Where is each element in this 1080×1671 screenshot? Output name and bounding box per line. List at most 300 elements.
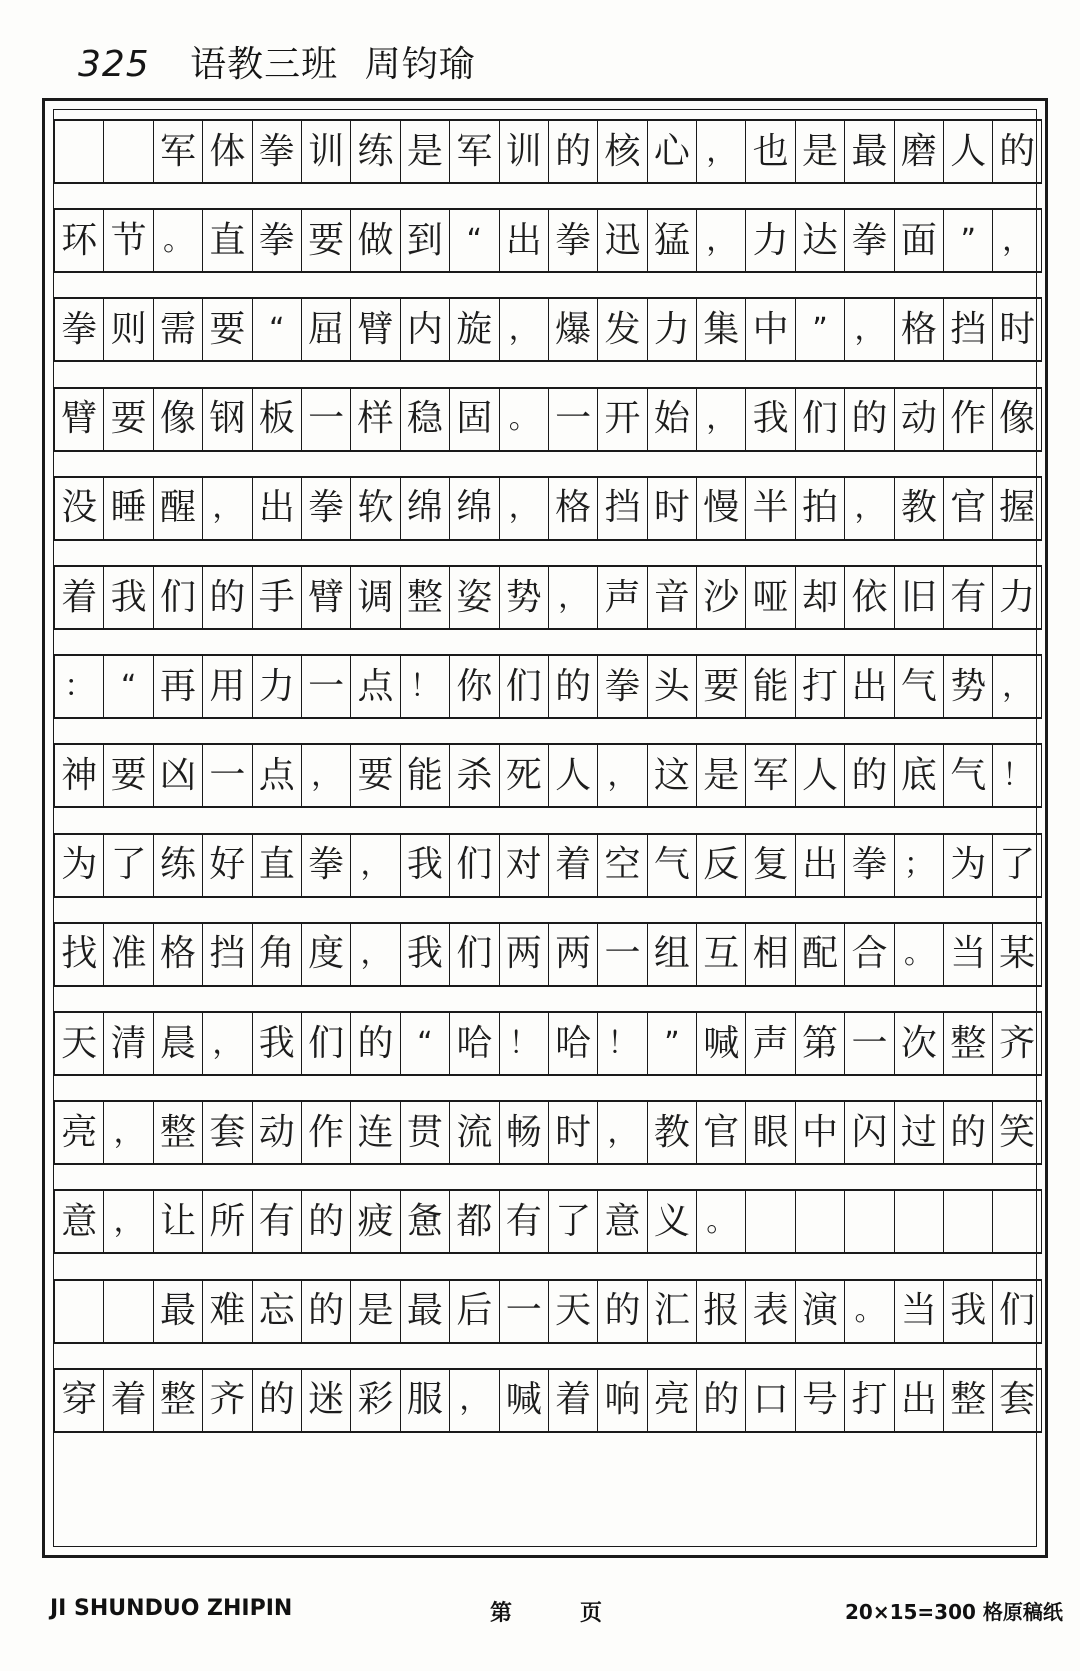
manuscript-row — [54, 922, 1042, 987]
grid-cell: 的 — [844, 745, 893, 806]
grid-cell: 软 — [350, 478, 399, 539]
grid-cell: 一 — [202, 745, 251, 806]
grid-cell: 头 — [647, 656, 696, 717]
manuscript-row — [54, 1100, 1042, 1165]
grid-cell: ， — [202, 1013, 251, 1074]
grid-cell — [103, 1281, 152, 1342]
grid-cell: 势 — [499, 567, 548, 628]
grid-cell: 的 — [350, 1013, 399, 1074]
manuscript-row — [54, 1368, 1042, 1433]
grid-cell: 意 — [54, 1191, 103, 1252]
grid-cell: 对 — [499, 835, 548, 896]
grid-cell: 我 — [400, 924, 449, 985]
grid-cell: 义 — [647, 1191, 696, 1252]
grid-cell — [992, 1191, 1041, 1252]
grid-cell: 却 — [795, 567, 844, 628]
grid-cell: 达 — [795, 210, 844, 271]
grid-cell: 的 — [252, 1370, 301, 1431]
grid-cell: 喊 — [499, 1370, 548, 1431]
grid-cell: 气 — [943, 745, 992, 806]
grid-cell: 板 — [252, 389, 301, 450]
grid-cell: 拳 — [301, 478, 350, 539]
grid-cell: 臂 — [350, 299, 399, 360]
grid-cell: 点 — [252, 745, 301, 806]
grid-cell: 着 — [548, 835, 597, 896]
grid-cell: 要 — [202, 299, 251, 360]
grid-cell: 了 — [992, 835, 1041, 896]
grid-cell: 要 — [103, 389, 152, 450]
grid-cell: 力 — [647, 299, 696, 360]
grid-cell — [745, 1191, 794, 1252]
grid-cell: ， — [103, 1102, 152, 1163]
manuscript-row — [54, 208, 1042, 273]
grid-cell: 绵 — [449, 478, 498, 539]
grid-cell: ， — [696, 389, 745, 450]
manuscript-row — [54, 1011, 1042, 1076]
grid-cell: 一 — [844, 1013, 893, 1074]
grid-cell: ， — [597, 745, 646, 806]
student-name: 周钧瑜 — [364, 44, 476, 85]
grid-cell: 军 — [745, 745, 794, 806]
page-label: 第 — [490, 1601, 513, 1626]
grid-cell: 钢 — [202, 389, 251, 450]
grid-cell: 旋 — [449, 299, 498, 360]
grid-cell: 互 — [696, 924, 745, 985]
grid-cell: 拳 — [301, 835, 350, 896]
grid-cell: 格 — [153, 924, 202, 985]
manuscript-row — [54, 743, 1042, 808]
grid-cell: 中 — [745, 299, 794, 360]
grid-cell — [943, 1191, 992, 1252]
grid-cell: 第 — [795, 1013, 844, 1074]
grid-cell: 拳 — [844, 210, 893, 271]
grid-cell: 气 — [647, 835, 696, 896]
grid-cell: 用 — [202, 656, 251, 717]
grid-cell: ， — [350, 835, 399, 896]
class-name: 语教三班 — [190, 44, 339, 85]
grid-cell: 练 — [350, 121, 399, 182]
grid-cell: 们 — [499, 656, 548, 717]
grid-cell: 彩 — [350, 1370, 399, 1431]
grid-cell: 迅 — [597, 210, 646, 271]
grid-cell: 人 — [795, 745, 844, 806]
grid-cell: 清 — [103, 1013, 152, 1074]
grid-cell: “ — [252, 299, 301, 360]
grid-cell: 们 — [153, 567, 202, 628]
grid-cell: 我 — [943, 1281, 992, 1342]
grid-cell: ， — [449, 1370, 498, 1431]
grid-cell: ， — [844, 299, 893, 360]
grid-cell: 找 — [54, 924, 103, 985]
grid-cell: 是 — [696, 745, 745, 806]
grid-cell: 节 — [103, 210, 152, 271]
grid-cell: 军 — [153, 121, 202, 182]
grid-cell: 哈 — [449, 1013, 498, 1074]
grid-cell: 体 — [202, 121, 251, 182]
grid-cell: 连 — [350, 1102, 399, 1163]
grid-cell: 像 — [992, 389, 1041, 450]
grid-cell: 的 — [597, 1281, 646, 1342]
grid-cell: 样 — [350, 389, 399, 450]
grid-cell: 出 — [252, 478, 301, 539]
grid-cell: 的 — [943, 1102, 992, 1163]
grid-cell: 官 — [943, 478, 992, 539]
grid-cell: 要 — [103, 745, 152, 806]
grid-cell: 时 — [548, 1102, 597, 1163]
grid-cell: 你 — [449, 656, 498, 717]
grid-cell: 了 — [548, 1191, 597, 1252]
grid-cell: 音 — [647, 567, 696, 628]
grid-cell: 着 — [548, 1370, 597, 1431]
grid-cell: 中 — [795, 1102, 844, 1163]
grid-cell: 难 — [202, 1281, 251, 1342]
grid-cell: 报 — [696, 1281, 745, 1342]
grid-cell: 神 — [54, 745, 103, 806]
grid-cell: 能 — [745, 656, 794, 717]
grid-cell: 次 — [894, 1013, 943, 1074]
brand-label: JI SHUNDUO ZHIPIN — [50, 1596, 293, 1621]
grid-cell: 的 — [202, 567, 251, 628]
grid-cell: ， — [350, 924, 399, 985]
grid-cell: “ — [400, 1013, 449, 1074]
grid-cell: 依 — [844, 567, 893, 628]
grid-cell: 。 — [499, 389, 548, 450]
grid-cell: 需 — [153, 299, 202, 360]
grid-cell: 磨 — [894, 121, 943, 182]
grid-cell — [844, 1191, 893, 1252]
grid-cell: 套 — [992, 1370, 1041, 1431]
grid-cell: 出 — [894, 1370, 943, 1431]
grid-cell: 哈 — [548, 1013, 597, 1074]
grid-cell: 固 — [449, 389, 498, 450]
grid-cell: 则 — [103, 299, 152, 360]
grid-cell: 一 — [301, 656, 350, 717]
grid-cell: 练 — [153, 835, 202, 896]
grid-cell: 挡 — [202, 924, 251, 985]
grid-cell: 汇 — [647, 1281, 696, 1342]
grid-cell: 调 — [350, 567, 399, 628]
grid-cell: 当 — [943, 924, 992, 985]
grid-cell: 人 — [548, 745, 597, 806]
grid-cell: 出 — [499, 210, 548, 271]
manuscript-row — [54, 654, 1042, 719]
manuscript-row — [54, 833, 1042, 898]
grid-cell: 拍 — [795, 478, 844, 539]
grid-cell: 发 — [597, 299, 646, 360]
grid-cell: 演 — [795, 1281, 844, 1342]
grid-cell: 声 — [597, 567, 646, 628]
grid-cell — [54, 121, 103, 182]
grid-cell: 们 — [795, 389, 844, 450]
grid-cell: ” — [943, 210, 992, 271]
grid-cell: 集 — [696, 299, 745, 360]
grid-cell: 稳 — [400, 389, 449, 450]
grid-cell: 着 — [54, 567, 103, 628]
grid-cell: 格 — [894, 299, 943, 360]
grid-cell: 晨 — [153, 1013, 202, 1074]
grid-cell: 声 — [745, 1013, 794, 1074]
grid-cell: 拳 — [54, 299, 103, 360]
grid-cell: 亮 — [54, 1102, 103, 1163]
grid-cell: ， — [103, 1191, 152, 1252]
grid-cell: 像 — [153, 389, 202, 450]
grid-cell: 天 — [548, 1281, 597, 1342]
grid-cell: 闪 — [844, 1102, 893, 1163]
grid-cell: 了 — [103, 835, 152, 896]
grid-cell: 拳 — [844, 835, 893, 896]
grid-cell: 惫 — [400, 1191, 449, 1252]
grid-cell: 有 — [252, 1191, 301, 1252]
grid-cell: 最 — [400, 1281, 449, 1342]
grid-cell: 空 — [597, 835, 646, 896]
grid-cell: 没 — [54, 478, 103, 539]
grid-cell: 眼 — [745, 1102, 794, 1163]
grid-cell: 环 — [54, 210, 103, 271]
grid-cell: 再 — [153, 656, 202, 717]
grid-cell: 力 — [252, 656, 301, 717]
grid-cell: 我 — [745, 389, 794, 450]
grid-cell: 拳 — [252, 210, 301, 271]
grid-cell: 手 — [252, 567, 301, 628]
grid-cell: 时 — [992, 299, 1041, 360]
grid-cell: 我 — [400, 835, 449, 896]
grid-cell: 军 — [449, 121, 498, 182]
grid-cell: 姿 — [449, 567, 498, 628]
grid-cell: 角 — [252, 924, 301, 985]
grid-cell: 内 — [400, 299, 449, 360]
grid-cell: 打 — [795, 656, 844, 717]
grid-cell: 一 — [597, 924, 646, 985]
grid-cell: 底 — [894, 745, 943, 806]
grid-cell: 一 — [548, 389, 597, 450]
manuscript-row — [54, 1279, 1042, 1344]
grid-cell: 整 — [943, 1013, 992, 1074]
grid-cell: 亮 — [647, 1370, 696, 1431]
grid-cell: 们 — [449, 924, 498, 985]
grid-cell: 开 — [597, 389, 646, 450]
grid-cell: 能 — [400, 745, 449, 806]
grid-cell: 的 — [548, 656, 597, 717]
grid-cell: 力 — [992, 567, 1041, 628]
grid-cell: 一 — [499, 1281, 548, 1342]
grid-cell: 到 — [400, 210, 449, 271]
grid-cell: 度 — [301, 924, 350, 985]
grid-cell: ， — [696, 121, 745, 182]
grid-cell: 口 — [745, 1370, 794, 1431]
grid-cell: “ — [103, 656, 152, 717]
grid-cell: 臂 — [301, 567, 350, 628]
grid-cell: 训 — [301, 121, 350, 182]
grid-cell: ： — [54, 656, 103, 717]
grid-cell: 贯 — [400, 1102, 449, 1163]
grid-cell: 的 — [844, 389, 893, 450]
page-header — [78, 36, 476, 96]
grid-cell: ， — [301, 745, 350, 806]
grid-cell: 面 — [894, 210, 943, 271]
grid-cell: 臂 — [54, 389, 103, 450]
grid-cell: ； — [894, 835, 943, 896]
grid-cell: ！ — [499, 1013, 548, 1074]
grid-cell: 服 — [400, 1370, 449, 1431]
grid-cell: 让 — [153, 1191, 202, 1252]
grid-cell: 配 — [795, 924, 844, 985]
grid-cell: 套 — [202, 1102, 251, 1163]
grid-cell: 为 — [54, 835, 103, 896]
grid-cell: 作 — [943, 389, 992, 450]
paper-spec: 20×15=300 格原稿纸 — [845, 1600, 1063, 1624]
grid-cell: 疲 — [350, 1191, 399, 1252]
grid-cell: 齐 — [202, 1370, 251, 1431]
grid-cell: 训 — [499, 121, 548, 182]
grid-cell: 心 — [647, 121, 696, 182]
grid-cell: 挡 — [597, 478, 646, 539]
grid-cell: 整 — [400, 567, 449, 628]
grid-cell: ， — [597, 1102, 646, 1163]
manuscript-row — [54, 476, 1042, 541]
manuscript-row — [54, 387, 1042, 452]
grid-cell: 慢 — [696, 478, 745, 539]
grid-cell — [54, 1281, 103, 1342]
grid-cell: 穿 — [54, 1370, 103, 1431]
grid-cell: ， — [696, 210, 745, 271]
grid-cell: 挡 — [943, 299, 992, 360]
grid-cell: 我 — [103, 567, 152, 628]
grid-cell: 时 — [647, 478, 696, 539]
grid-cell: 是 — [400, 121, 449, 182]
grid-cell: 旧 — [894, 567, 943, 628]
grid-cell: 拳 — [548, 210, 597, 271]
grid-cell: 死 — [499, 745, 548, 806]
manuscript-row — [54, 565, 1042, 630]
grid-cell: 是 — [350, 1281, 399, 1342]
grid-cell: 屈 — [301, 299, 350, 360]
grid-cell: 官 — [696, 1102, 745, 1163]
grid-cell: 哑 — [745, 567, 794, 628]
grid-cell: 好 — [202, 835, 251, 896]
grid-cell: ， — [499, 478, 548, 539]
manuscript-row — [54, 1189, 1042, 1254]
student-number: 325 — [78, 44, 150, 85]
grid-cell: 有 — [943, 567, 992, 628]
grid-cell: 整 — [943, 1370, 992, 1431]
grid-cell: 最 — [844, 121, 893, 182]
grid-cell: 齐 — [992, 1013, 1041, 1074]
grid-cell: 某 — [992, 924, 1041, 985]
grid-cell: 要 — [350, 745, 399, 806]
grid-cell: 半 — [745, 478, 794, 539]
grid-cell: 准 — [103, 924, 152, 985]
grid-cell: “ — [449, 210, 498, 271]
grid-cell: 出 — [795, 835, 844, 896]
grid-cell: 醒 — [153, 478, 202, 539]
grid-cell: 流 — [449, 1102, 498, 1163]
grid-cell: 的 — [301, 1281, 350, 1342]
grid-cell: ” — [647, 1013, 696, 1074]
grid-cell: 力 — [745, 210, 794, 271]
grid-cell: 势 — [943, 656, 992, 717]
grid-cell: 杀 — [449, 745, 498, 806]
grid-cell: ” — [795, 299, 844, 360]
grid-cell: 天 — [54, 1013, 103, 1074]
grid-cell: 后 — [449, 1281, 498, 1342]
grid-cell: ！ — [992, 745, 1041, 806]
grid-cell: 组 — [647, 924, 696, 985]
grid-cell: 整 — [153, 1370, 202, 1431]
grid-cell: 号 — [795, 1370, 844, 1431]
grid-cell: 人 — [943, 121, 992, 182]
grid-cell: 动 — [252, 1102, 301, 1163]
grid-cell: 合 — [844, 924, 893, 985]
page-suffix: 页 — [580, 1601, 603, 1626]
manuscript-row — [54, 297, 1042, 362]
grid-cell: 两 — [499, 924, 548, 985]
grid-cell: 作 — [301, 1102, 350, 1163]
grid-cell: 教 — [647, 1102, 696, 1163]
grid-cell: 做 — [350, 210, 399, 271]
grid-cell: 拳 — [252, 121, 301, 182]
grid-cell: 的 — [992, 121, 1041, 182]
grid-cell: ， — [844, 478, 893, 539]
grid-cell: 们 — [449, 835, 498, 896]
grid-cell: 爆 — [548, 299, 597, 360]
grid-cell: 动 — [894, 389, 943, 450]
grid-cell: ， — [548, 567, 597, 628]
grid-cell: 直 — [202, 210, 251, 271]
grid-cell: 的 — [696, 1370, 745, 1431]
grid-cell: 迷 — [301, 1370, 350, 1431]
grid-cell: ！ — [597, 1013, 646, 1074]
grid-cell: 所 — [202, 1191, 251, 1252]
manuscript-row — [54, 119, 1042, 184]
grid-cell: 。 — [894, 924, 943, 985]
grid-cell: 过 — [894, 1102, 943, 1163]
grid-cell: 是 — [795, 121, 844, 182]
grid-cell: 始 — [647, 389, 696, 450]
grid-cell: 打 — [844, 1370, 893, 1431]
grid-cell: 的 — [548, 121, 597, 182]
grid-cell: 整 — [153, 1102, 202, 1163]
grid-cell: 。 — [844, 1281, 893, 1342]
grid-cell: 拳 — [597, 656, 646, 717]
grid-cell: 表 — [745, 1281, 794, 1342]
grid-cell — [795, 1191, 844, 1252]
grid-cell: 畅 — [499, 1102, 548, 1163]
grid-cell: 点 — [350, 656, 399, 717]
grid-cell: 相 — [745, 924, 794, 985]
manuscript-grid — [54, 119, 1042, 1549]
grid-cell: 要 — [301, 210, 350, 271]
grid-cell: 沙 — [696, 567, 745, 628]
grid-cell: ， — [992, 656, 1041, 717]
grid-cell: 忘 — [252, 1281, 301, 1342]
grid-cell: ， — [499, 299, 548, 360]
grid-cell: 也 — [745, 121, 794, 182]
grid-cell: ！ — [400, 656, 449, 717]
grid-cell: 当 — [894, 1281, 943, 1342]
grid-cell: 格 — [548, 478, 597, 539]
grid-cell: 两 — [548, 924, 597, 985]
grid-cell — [894, 1191, 943, 1252]
grid-cell: 一 — [301, 389, 350, 450]
grid-cell: 绵 — [400, 478, 449, 539]
grid-cell: 要 — [696, 656, 745, 717]
grid-cell: 都 — [449, 1191, 498, 1252]
grid-cell: 凶 — [153, 745, 202, 806]
page-footer — [0, 1596, 1080, 1636]
grid-cell: 反 — [696, 835, 745, 896]
grid-cell: 猛 — [647, 210, 696, 271]
grid-cell: 响 — [597, 1370, 646, 1431]
